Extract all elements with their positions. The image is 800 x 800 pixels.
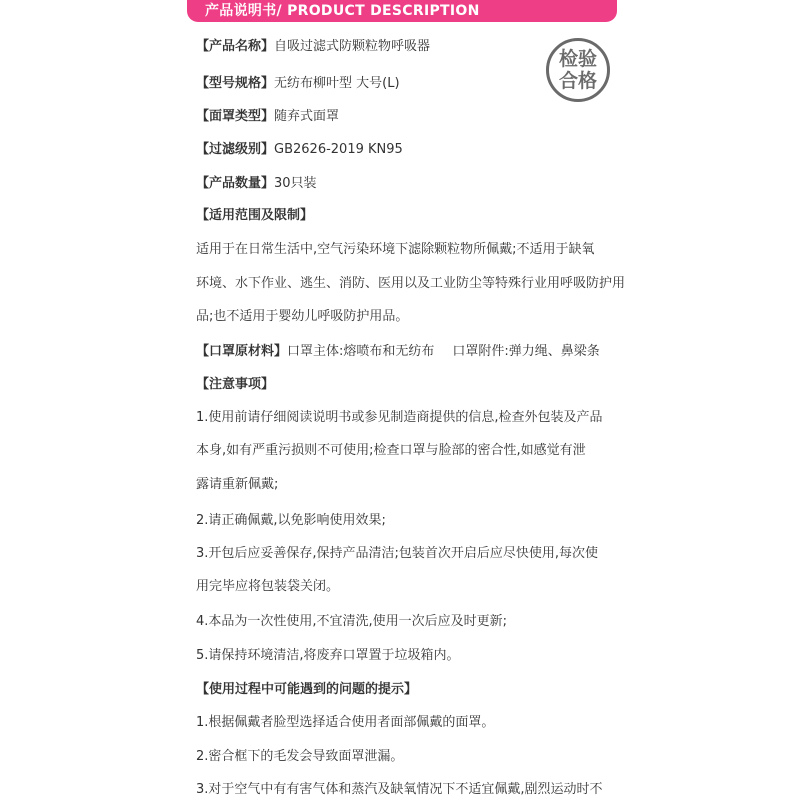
seal-line-2: 合格 (558, 70, 597, 92)
problem-line: 1.根据佩戴者脸型选择适合使用者面部佩戴的面罩。 (196, 715, 495, 730)
note-line: 2.请正确佩戴,以免影响使用效果; (196, 513, 386, 528)
spec-label: 【面罩类型】 (196, 109, 275, 124)
spec-value: GB2626-2019 KN95 (274, 142, 403, 157)
material-label: 【口罩原材料】 (196, 344, 288, 359)
scope-heading: 【适用范围及限制】 (196, 208, 314, 223)
material-body: 口罩主体:熔喷布和无纺布 (287, 344, 435, 359)
note-line: 5.请保持环境清洁,将废弃口罩置于垃圾箱内。 (196, 648, 460, 663)
spec-value: 无纺布柳叶型 大号(L) (274, 76, 400, 91)
scope-line: 品;也不适用于婴幼儿呼吸防护用品。 (196, 309, 409, 324)
banner-title: 产品说明书/ PRODUCT DESCRIPTION (205, 3, 480, 19)
spec-row-quantity (196, 174, 636, 194)
spec-row-filter-level (196, 140, 636, 160)
note-line: 1.使用前请仔细阅读说明书或参见制造商提供的信息,检查外包装及产品 (196, 410, 603, 425)
scope-line: 环境、水下作业、逃生、消防、医用以及工业防尘等特殊行业用呼吸防护用 (196, 276, 626, 291)
note-line: 4.本品为一次性使用,不宜清洗,使用一次后应及时更新; (196, 614, 508, 629)
note-line: 本身,如有严重污损则不可使用;检查口罩与脸部的密合性,如感觉有泄 (196, 443, 586, 458)
spec-value: 随弃式面罩 (274, 109, 340, 124)
spec-row-name (196, 37, 636, 57)
note-line: 3.开包后应妥善保存,保持产品清洁;包装首次开启后应尽快使用,每次使 (196, 546, 599, 561)
spec-value: 30只装 (274, 176, 317, 191)
spec-value: 自吸过滤式防颗粒物呼吸器 (274, 39, 431, 54)
spec-label: 【过滤级别】 (196, 142, 275, 157)
spec-label: 【型号规格】 (196, 76, 275, 91)
notes-heading: 【注意事项】 (196, 377, 275, 392)
seal-line-1: 检验 (558, 48, 597, 70)
spec-row-model (196, 74, 636, 94)
material-accessory: 口罩附件:弹力绳、鼻梁条 (452, 344, 600, 359)
problem-line: 2.密合框下的毛发会导致面罩泄漏。 (196, 749, 404, 764)
problem-line: 3.对于空气中有有害气体和蒸汽及缺氧情况下不适宜佩戴,剧烈运动时不 (196, 782, 603, 797)
spec-label: 【产品名称】 (196, 39, 275, 54)
scope-line: 适用于在日常生活中,空气污染环境下滤除颗粒物所佩戴;不适用于缺氧 (196, 242, 595, 257)
spec-row-mask-type (196, 107, 636, 127)
section-banner (187, 0, 617, 22)
note-line: 用完毕应将包装袋关闭。 (196, 579, 340, 594)
note-line: 露请重新佩戴; (196, 477, 279, 492)
problems-heading: 【使用过程中可能遇到的问题的提示】 (196, 682, 418, 697)
material-row (196, 342, 636, 362)
spec-label: 【产品数量】 (196, 176, 275, 191)
